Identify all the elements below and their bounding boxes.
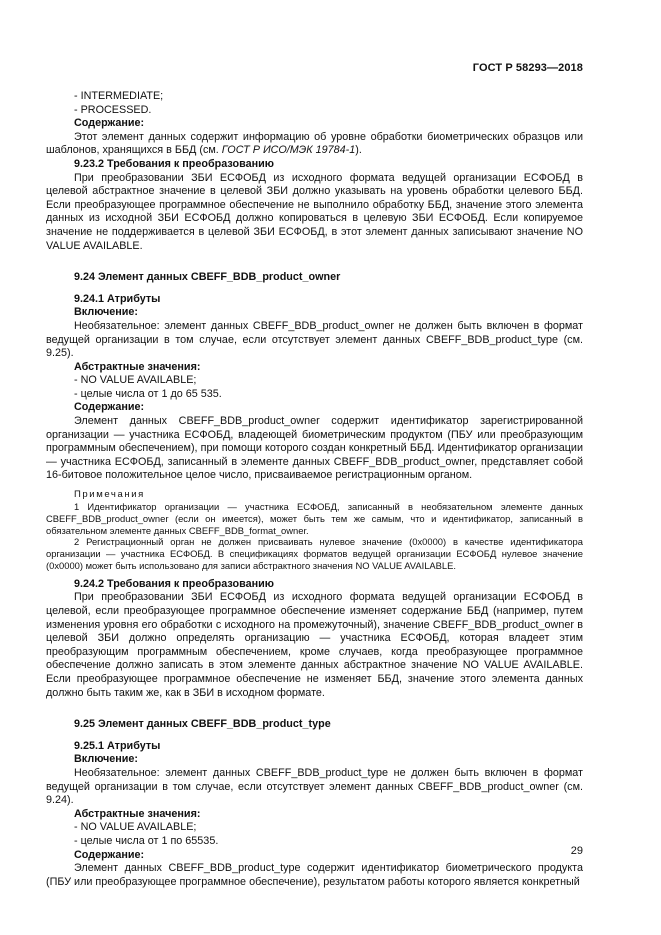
inclusion-label: Включение: (74, 753, 139, 766)
content-paragraph: Этот элемент данных содержит информацию об уровне обработки биометрических образцов или шаблонов, хранящихся в ББД (см. ГОСТ Р ИСО/МЭК 19784-1). (46, 130, 583, 157)
inclusion-label: Включение: (74, 306, 139, 319)
content-paragraph: Элемент данных CBEFF_BDB_product_owner содержит идентификатор зарегистрированной организации — участника ЕСФОБД, владеющей биометрическим продуктом (ПБУ или преобразующим программным обеспечением), при помощи которого создан конкретный ББД. Идентификатор организации — участника ЕСФОБД, записанный в элементе данных CBEFF_BDB_product_owner, представляет собой 16-битовое положительное целое число, присваиваемое регистрационным органом. (46, 415, 583, 482)
inclusion-text: Необязательное: элемент данных CBEFF_BDB_product_type не должен быть включен в формат ведущей организации в том случае, если отсутствует элемент данных CBEFF_BDB_product_owner (см. 9.24). (46, 766, 583, 807)
section-9-25-1-heading: 9.25.1 Атрибуты (74, 739, 161, 752)
abstract-values-label: Абстрактные значения: (74, 807, 201, 820)
document-header: ГОСТ Р 58293—2018 (472, 62, 583, 74)
section-9-24-2-heading: 9.24.2 Требования к преобразованию (74, 577, 274, 590)
section-9-24-1-heading: 9.24.1 Атрибуты (74, 292, 161, 305)
note-2: 2 Регистрационный орган не должен присваивать нулевое значение (0x0000) в качестве идентификатора организации — участника ЕСФОБД. В спецификациях форматов ведущей организации ЕСФОБД нулевое значение (0x0000) может быть использовано для записи абстрактного значения NO VALUE AVAILABLE. (46, 536, 583, 572)
list-item: - PROCESSED. (74, 103, 152, 116)
content-label: Содержание: (74, 401, 145, 414)
note-1: 1 Идентификатор организации — участника ЕСФОБД, записанный в необязательном элементе данных CBEFF_BDB_product_owner (если он имеется), может быть тем же самым, что и идентификатор, записанный в обязательном элементе данных CBEFF_BDB_format_owner. (46, 501, 583, 536)
list-item: - целые числа от 1 по 65535. (74, 834, 219, 847)
standard-reference: ГОСТ Р ИСО/МЭК 19784-1 (221, 144, 356, 157)
abstract-values-label: Абстрактные значения: (74, 360, 201, 373)
content-label: Содержание: (74, 848, 145, 861)
notes-title: Примечания (74, 489, 145, 501)
list-item: - NO VALUE AVAILABLE; (74, 374, 197, 387)
content-paragraph: Элемент данных CBEFF_BDB_product_type содержит идентификатор биометрического продукта (ПБУ или преобразующее программное обеспечение), результатом работы которого является конкретный (46, 862, 583, 888)
section-9-23-2-text: При преобразовании ЗБИ ЕСФОБД из исходного формата ведущей организации ЕСФОБД в целевой абстрактное значение в целевой ЗБИ должно указывать на уровень обработки целевого ББД. Если преобразующее программное обеспечение не выполнило обработку ББД, значение этого элемента данных из исходной ЗБИ ЕСФОБД должно копироваться в целевую ЗБИ ЕСФОБД. Если копируемое значение не поддерживается в целевой ЗБИ ЕСФОБД, в этот элемент данных записывают значение NO VALUE AVAILABLE. (46, 171, 583, 252)
content-label: Содержание: (74, 117, 145, 130)
notes-block (46, 489, 583, 572)
inclusion-text: Необязательное: элемент данных CBEFF_BDB_product_owner не должен быть включен в формат ведущей организации в том случае, если отсутствует элемент данных CBEFF_BDB_product_type (см. 9.25). (46, 319, 583, 360)
list-item: - целые числа от 1 до 65 535. (74, 387, 222, 400)
document-body (46, 90, 583, 889)
page-number: 29 (570, 845, 583, 857)
section-9-23-2-heading: 9.23.2 Требования к преобразованию (74, 157, 274, 170)
section-9-24-2-text: При преобразовании ЗБИ ЕСФОБД из исходного формата ведущей организации ЕСФОБД в целевой, если преобразующее программное обеспечение изменяет содержание ББД (например, путем изменения уровня его обработки с исходного на промежуточный), значение CBEFF_BDB_product_owner в целевой ЗБИ должно определять организацию — участника ЕСФОБД, которая владеет этим преобразующим программным обеспечением, кроме случаев, когда преобразующее программное обеспечение должно записать в этом элементе данных абстрактное значение NO VALUE AVAILABLE. Если преобразующее программное обеспечение не изменяет ББД, значение этого элемента данных должно быть таким же, как в ЗБИ в исходном формате. (46, 591, 583, 699)
list-item: - NO VALUE AVAILABLE; (74, 821, 197, 834)
section-9-25-heading: 9.25 Элемент данных CBEFF_BDB_product_type (74, 718, 331, 731)
section-9-24-heading: 9.24 Элемент данных CBEFF_BDB_product_owner (74, 271, 341, 284)
list-item: - INTERMEDIATE; (74, 90, 164, 102)
